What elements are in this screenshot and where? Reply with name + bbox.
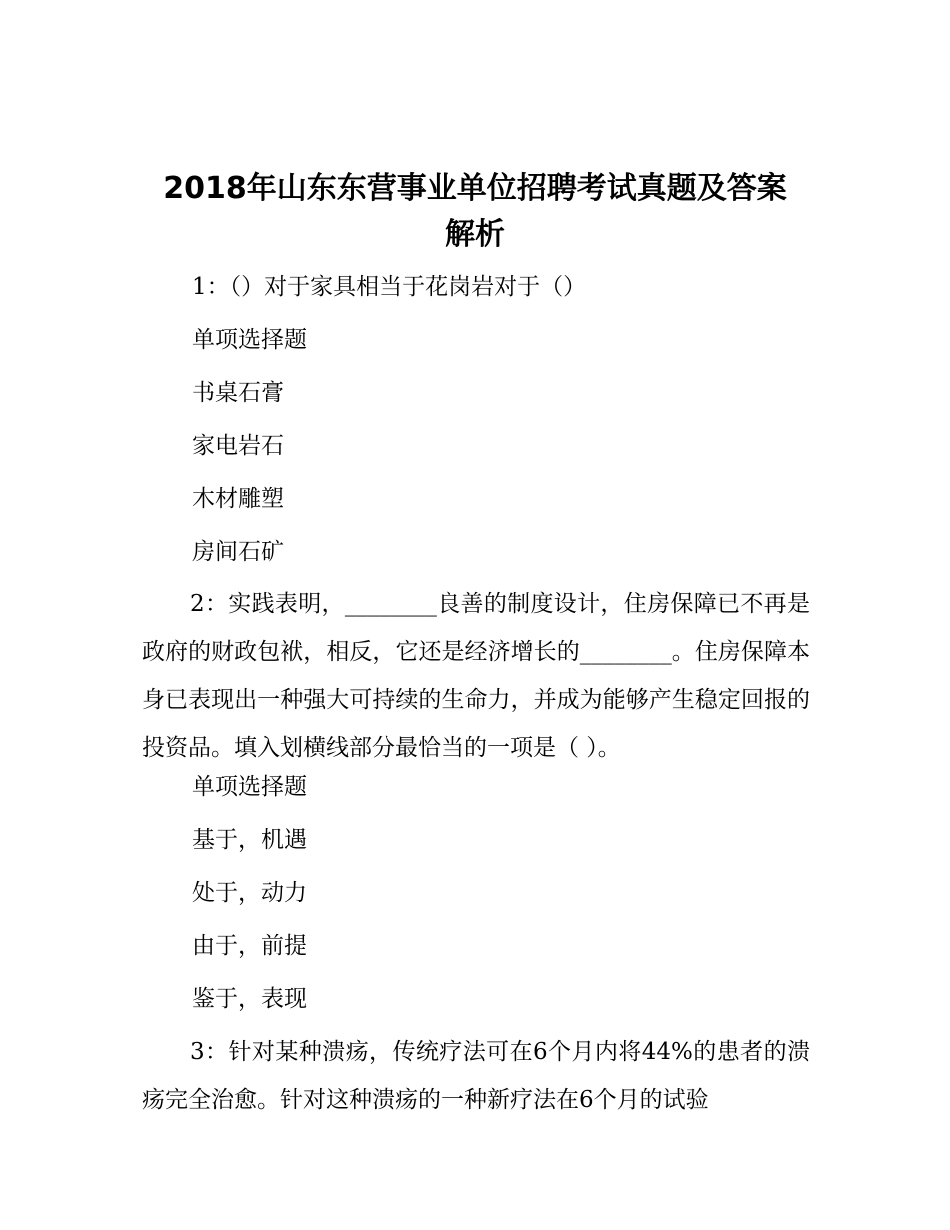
question-1-option-a: 书桌石膏	[192, 380, 284, 406]
question-1-option-c: 木材雕塑	[192, 486, 284, 512]
question-2-stem: 2：实践表明，________良善的制度设计，住房保障已不再是政府的财政包袱，相反，它还是经济增长的________。住房保障本身已表现出一种强大可持续的生命力，并成为能够产生稳定回报的投资品。填入划横线部分最恰当的一项是（ ）。	[142, 591, 810, 761]
document-title-line-2: 解析	[445, 217, 505, 252]
question-1-stem: 1：（）对于家具相当于花岗岩对于（）	[192, 274, 587, 300]
document-title-line-1: 2018年山东东营事业单位招聘考试真题及答案	[163, 171, 787, 206]
question-1-option-b: 家电岩石	[192, 433, 284, 459]
question-3-stem: 3：针对某种溃疡，传统疗法可在6个月内将44%的患者的溃疡完全治愈。针对这种溃疡的一种新疗法在6个月的试验	[142, 1039, 810, 1113]
question-2-option-a: 基于，机遇	[192, 827, 307, 853]
question-2-option-b: 处于，动力	[192, 880, 307, 906]
question-1-type: 单项选择题	[192, 327, 307, 353]
question-2-type: 单项选择题	[192, 774, 307, 800]
question-1-option-d: 房间石矿	[192, 539, 284, 565]
question-2-option-c: 由于，前提	[192, 933, 307, 959]
question-2-option-d: 鉴于，表现	[192, 986, 307, 1012]
